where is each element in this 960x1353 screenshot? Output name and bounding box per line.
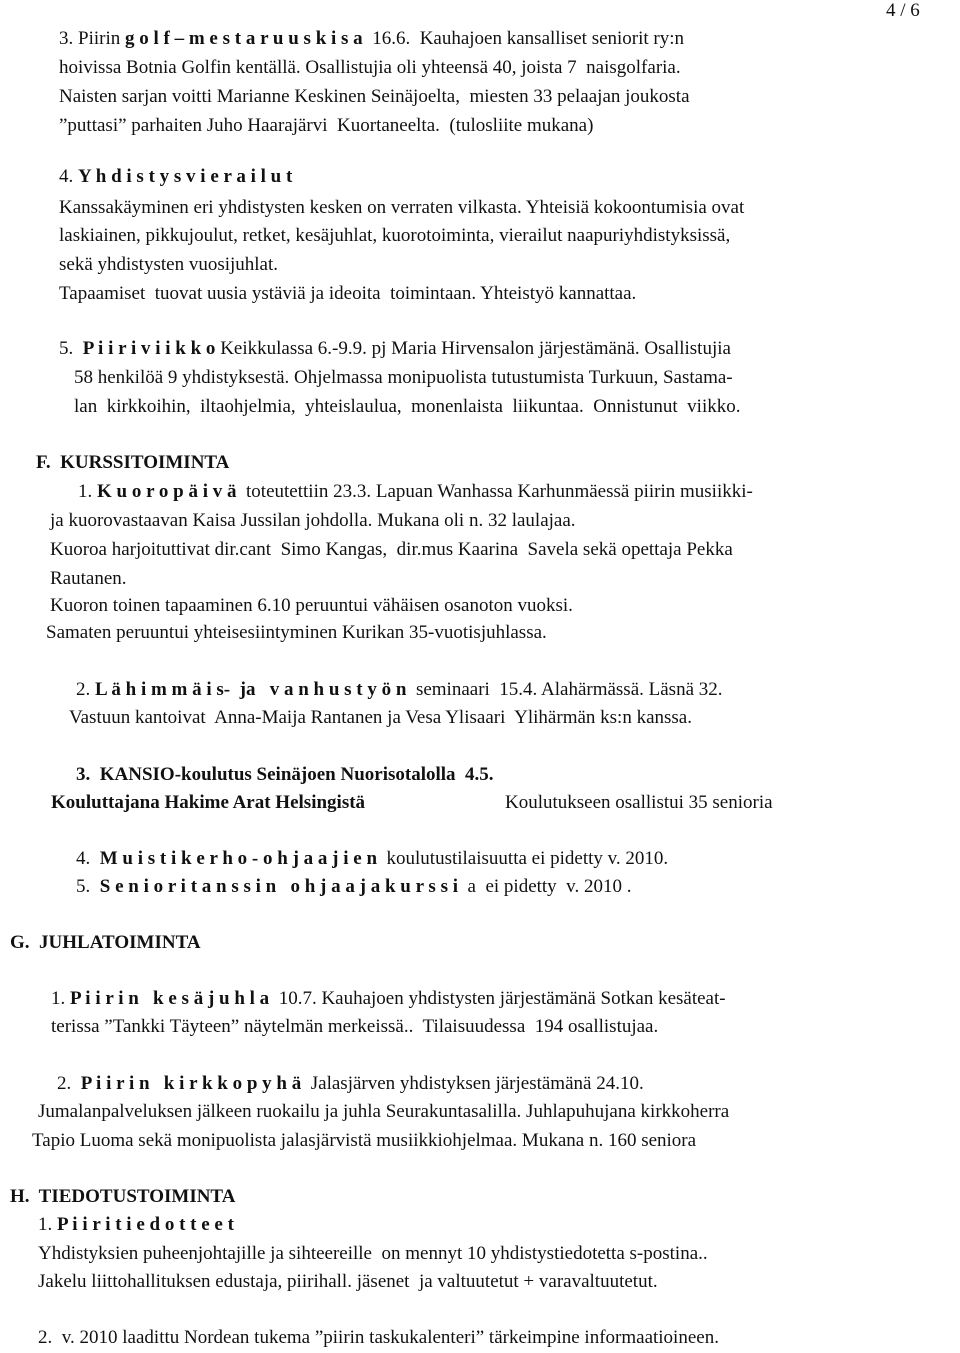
choir-day-title: K u o r o p ä i v ä — [97, 481, 237, 502]
body-text: 2. v. 2010 laadittu Nordean tukema ”piirin taskukalenteri” tärkeimpine informaatioineen. — [38, 1327, 719, 1348]
senior-dance-title: S e n i o r i t a n s s i n o h j a a j a k u r s s i — [99, 876, 459, 897]
body-text: 16.6. Kauhajoen kansalliset seniorit ry:n — [362, 28, 685, 49]
body-text: Jakelu liittohallituksen edustaja, piirihall. jäsenet ja valtuutetut + varavaltuutetut. — [38, 1271, 658, 1292]
training-participants: Koulutukseen osallistui 35 senioria — [505, 792, 773, 813]
item-number: 1. — [38, 1214, 57, 1235]
item-number: 2. — [57, 1073, 81, 1094]
body-text: Jumalanpalveluksen jälkeen ruokailu ja juhla Seurakuntasalilla. Juhlapuhujana kirkkoherra — [38, 1101, 730, 1122]
body-text: Tapio Luoma sekä monipuolista jalasjärvistä musiikkiohjelmaa. Mukana n. 160 seniora — [32, 1130, 697, 1151]
body-text: toteutettiin 23.3. Lapuan Wanhassa Karhunmäessä piirin musiikki- — [236, 481, 753, 502]
body-text: Kanssakäyminen eri yhdistysten kesken on verraten vilkasta. Yhteisiä kokoontumisia ovat — [59, 197, 745, 218]
summer-festival-line-1 — [51, 988, 726, 1010]
district-bulletins-title: P i i r i t i e d o t t e e t — [57, 1214, 234, 1235]
body-text: Vastuun kantoivat Anna-Maija Rantanen ja Vesa Ylisaari Ylihärmän ks:n kanssa. — [69, 707, 692, 728]
item-number: 1. — [78, 481, 97, 502]
neighbor-care-title: L ä h i m m ä i s- ja v a n h u s t y ö n — [95, 679, 407, 700]
item-number: 4. — [76, 848, 100, 869]
visits-title: Y h d i s t y s v i e r a i l u t — [78, 166, 293, 187]
golf-championship-title: g o l f – m e s t a r u u s k i s a — [124, 28, 363, 49]
body-text: Jalasjärven yhdistyksen järjestämänä 24.10. — [301, 1073, 644, 1094]
item-number: 4. — [59, 166, 78, 187]
body-text: Kuoroa harjoituttivat dir.cant Simo Kangas, dir.mus Kaarina Savela sekä opettaja Pekka — [50, 539, 733, 560]
item-number: 5. — [76, 876, 100, 897]
body-text: 58 henkilöä 9 yhdistyksestä. Ohjelmassa monipuolista tutustumista Turkuun, Sastama- — [74, 367, 733, 388]
neighbor-care-line-1 — [76, 679, 723, 701]
golf-section-line-1 — [59, 28, 684, 50]
body-text: Rautanen. — [50, 568, 127, 589]
district-bulletins-heading — [38, 1214, 234, 1236]
section-g-heading: G. JUHLATOIMINTA — [10, 932, 201, 953]
church-day-line-1 — [57, 1073, 644, 1095]
item-number: 5. — [59, 338, 83, 359]
kansio-training-line: 3. KANSIO-koulutus Seinäjoen Nuorisotalolla 4.5. — [76, 764, 494, 785]
church-day-title: P i i r i n k i r k k o p y h ä — [80, 1073, 302, 1094]
choir-day-line-1 — [78, 481, 753, 503]
page-number: 4 / 6 — [886, 0, 920, 21]
body-text: seminaari 15.4. Alahärmässä. Läsnä 32. — [406, 679, 723, 700]
body-text: koulutustilaisuutta ei pidetty v. 2010. — [377, 848, 669, 869]
item-number: 3. Piirin — [59, 28, 125, 49]
body-text: sekä yhdistysten vuosijuhlat. — [59, 254, 279, 275]
body-text: terissa ”Tankki Täyteen” näytelmän merkeissä.. Tilaisuudessa 194 osallistujaa. — [51, 1016, 659, 1037]
body-text: Naisten sarjan voitti Marianne Keskinen Seinäjoelta, miesten 33 pelaajan joukosta — [59, 86, 690, 107]
body-text: 10.7. Kauhajoen yhdistysten järjestämänä Sotkan kesäteat- — [269, 988, 726, 1009]
body-text: laskiainen, pikkujoulut, retket, kesäjuhlat, kuorotoiminta, vierailut naapuriyhdistyksissä, — [59, 225, 731, 246]
senior-dance-line — [76, 876, 631, 898]
item-number: 2. — [76, 679, 95, 700]
body-text: ja kuorovastaavan Kaisa Jussilan johdolla. Mukana oli n. 32 laulajaa. — [50, 510, 576, 531]
body-text: Kuoron toinen tapaaminen 6.10 peruuntui vähäisen osanoton vuoksi. — [50, 595, 573, 616]
body-text: Tapaamiset tuovat uusia ystäviä ja ideoita toimintaan. Yhteistyö kannattaa. — [59, 283, 637, 304]
district-week-title: P i i r i v i i k k o — [82, 338, 216, 359]
body-text: hoivissa Botnia Golfin kentällä. Osallistujia oli yhteensä 40, joista 7 naisgolfaria. — [59, 57, 681, 78]
body-text: Keikkulassa 6.-9.9. pj Maria Hirvensalon järjestämänä. Osallistujia — [215, 338, 731, 359]
section-h-heading: H. TIEDOTUSTOIMINTA — [10, 1186, 236, 1207]
item-number: 1. — [51, 988, 70, 1009]
body-text: a ei pidetty v. 2010 . — [458, 876, 632, 897]
memory-club-line — [76, 848, 668, 870]
body-text: Yhdistyksien puheenjohtajille ja sihteereille on mennyt 10 yhdistystiedotetta s-postina.. — [38, 1243, 708, 1264]
visits-heading — [59, 166, 292, 188]
body-text: ”puttasi” parhaiten Juho Haarajärvi Kuortaneelta. (tulosliite mukana) — [59, 115, 594, 136]
body-text: Samaten peruuntui yhteisesiintyminen Kurikan 35-vuotisjuhlassa. — [46, 622, 547, 643]
district-week-line-1 — [59, 338, 731, 360]
memory-club-title: M u i s t i k e r h o - o h j a a j i e n — [99, 848, 378, 869]
body-text: lan kirkkoihin, iltaohjelmia, yhteislaulua, monenlaista liikuntaa. Onnistunut viikko. — [74, 396, 741, 417]
section-f-heading: F. KURSSITOIMINTA — [36, 452, 230, 473]
trainer-line: Kouluttajana Hakime Arat Helsingistä — [51, 792, 366, 813]
summer-festival-title: P i i r i n k e s ä j u h l a — [70, 988, 270, 1009]
